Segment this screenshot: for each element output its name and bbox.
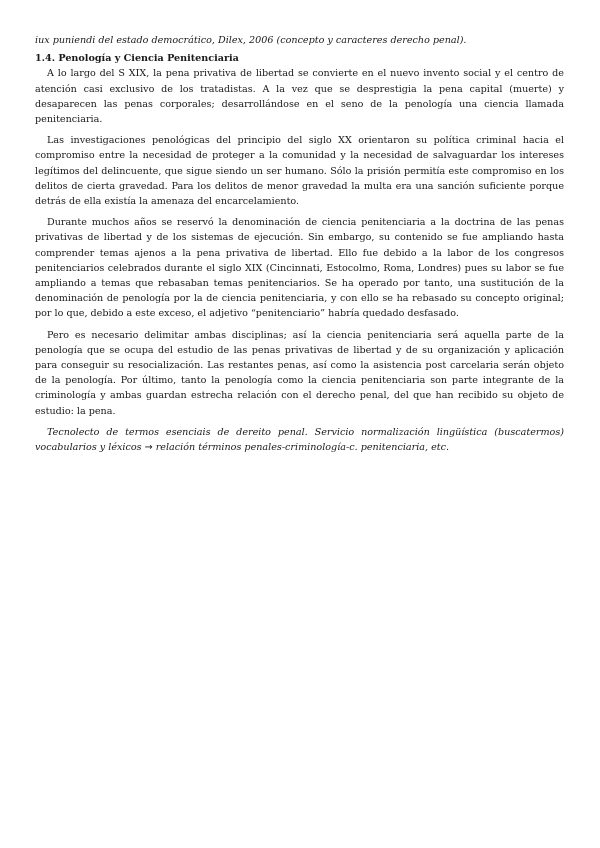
note-text-start: Tecnolecto de termos esenciais de dereito penal. Servicio normalización lingüística (buscatermos) vocabularios y léxicos xyxy=(35,426,564,454)
note-text-end: relación términos penales-criminología-c. penitenciaria, etc. xyxy=(152,442,450,454)
reference-line: iux puniendi del estado democrático, Dilex, 2006 (concepto y caracteres derecho penal). xyxy=(35,35,467,46)
note-paragraph xyxy=(35,425,564,455)
arrow-right-icon: → xyxy=(144,442,153,454)
paragraph-3: Durante muchos años se reservó la denominación de ciencia penitenciaria a la doctrina de las penas privativas de libertad y de los sistemas de ejecución. Sin embargo, su contenido se fue ampliando hasta comprender temas ajenos a la pena privativa de libertad. Ello fue debido a la labor de los congresos penitenciarios celebrados durante el siglo XIX (Cincinnati, Estocolmo, Roma, Londres) pues su labor se fue ampliando a temas que rebasaban temas penitenciarios. Se ha operado por tanto, una sustitución de la denominación de penología por la de ciencia penitenciaria, y con ello se ha rebasado su concepto original; por lo que, debido a este exceso, el adjetivo “penitenciario” habría quedado desfasado. xyxy=(35,217,564,320)
paragraph-4: Pero es necesario delimitar ambas disciplinas; así la ciencia penitenciaria será aquella parte de la penología que se ocupa del estudio de las penas privativas de libertad y de su organización y aplicación para conseguir su resocialización. Las restantes penas, así como la asistencia post carcelaria serán objeto de la penología. Por último, tanto la penología como la ciencia penitenciaria son parte integrante de la criminología y ambas guardan estrecha relación con el derecho penal, del que han recibido su objeto de estudio: la pena. xyxy=(35,329,564,417)
paragraph-1: A lo largo del S XIX, la pena privativa de libertad se convierte en el nuevo invento social y el centro de atención casi exclusivo de los tratadistas. A la vez que se desprestigia la pena capital (muerte) y desaparecen las penas corporales; desarrollándose en el seno de la penología una ciencia llamada penitenciaria. xyxy=(35,68,564,126)
document-page xyxy=(35,33,564,455)
paragraph-2: Las investigaciones penológicas del principio del siglo XX orientaron su política criminal hacia el compromiso entre la necesidad de proteger a la comunidad y la necesidad de salvaguardar los intereses legítimos del delincuente, que sigue siendo un ser humano. Sólo la prisión permitía este compromiso en los delitos de cierta gravedad. Para los delitos de menor gravedad la multa era una sanción suficiente porque detrás de ella existía la amenaza del encarcelamiento. xyxy=(35,135,564,208)
section-heading: 1.4. Penología y Ciencia Penitenciaria xyxy=(35,53,239,65)
